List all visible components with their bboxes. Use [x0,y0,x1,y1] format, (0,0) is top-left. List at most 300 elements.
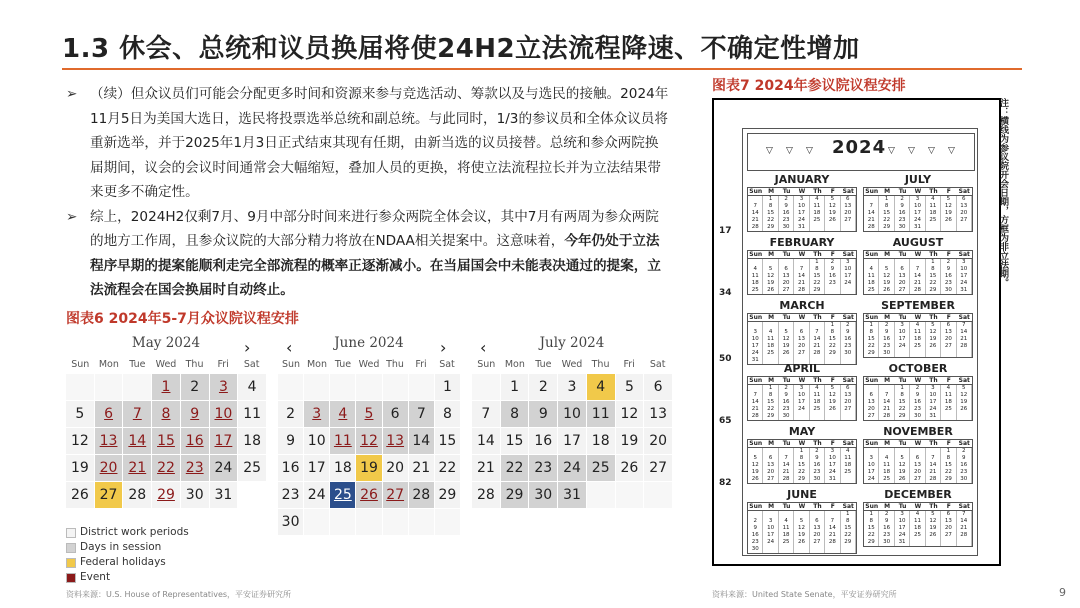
senate-day: 5 [763,266,778,273]
legend-swatch [66,573,76,583]
senate-day: 12 [926,518,941,525]
day-cell: 2 [181,374,209,400]
senate-day: 1 [926,259,941,266]
senate-day [748,322,763,329]
senate-day: 9 [910,392,925,399]
senate-weekday-label: M [768,377,775,384]
senate-day [910,448,925,455]
day-cell [66,374,94,400]
senate-day [794,546,809,553]
senate-day: 24 [864,476,879,483]
senate-day: 24 [926,406,941,413]
senate-day [748,385,763,392]
day-cell: 14 [409,428,434,454]
senate-day: 13 [864,399,879,406]
senate-day-grid [863,448,973,484]
senate-day [895,448,910,455]
month-calendar [472,330,672,508]
senate-weekday-header [863,313,973,322]
senate-day: 27 [910,476,925,483]
chevron-left-icon: ‹ [286,338,293,357]
day-cell: 4 [330,401,355,427]
senate-day: 15 [879,210,894,217]
legend-label: Federal holidays [80,556,166,568]
senate-day: 29 [864,350,879,357]
day-cell: 23 [529,455,557,481]
day-cell: 27 [95,482,123,508]
day-cell: 19 [66,455,94,481]
senate-day [779,259,794,266]
senate-day: 23 [957,469,972,476]
senate-day: 25 [910,343,925,350]
senate-day: 5 [941,196,956,203]
day-cell: 19 [356,455,381,481]
senate-day: 27 [864,413,879,420]
legend-item-holiday [66,555,189,570]
senate-month-name: SEPTEMBER [881,299,955,312]
weekday-label: Tue [535,359,552,370]
senate-day: 8 [810,266,825,273]
day-cell: 20 [383,455,408,481]
senate-month [747,425,857,484]
day-cell: 22 [501,455,529,481]
senate-day: 1 [864,511,879,518]
legend-swatch [66,558,76,568]
senate-day [810,413,825,420]
senate-day: 30 [879,350,894,357]
senate-day [810,546,825,553]
figure6-title: 图表6 2024年5-7月众议院议程安排 [66,311,299,327]
day-cell: 25 [238,455,266,481]
senate-day: 16 [879,336,894,343]
senate-day: 24 [794,406,809,413]
senate-weekday-label: Sun [865,251,879,258]
senate-day [779,322,794,329]
senate-weekday-header [747,250,857,259]
senate-day: 31 [926,413,941,420]
senate-day: 7 [794,266,809,273]
senate-day: 11 [941,392,956,399]
senate-day: 12 [794,525,809,532]
senate-day [879,259,894,266]
weekday-label: Sat [439,359,455,370]
senate-day: 19 [763,280,778,287]
day-cell [95,374,123,400]
day-cell: 20 [95,455,123,481]
day-cell [383,374,408,400]
senate-day: 29 [926,287,941,294]
senate-day: 13 [910,462,925,469]
senate-day: 24 [825,469,840,476]
senate-day: 17 [926,399,941,406]
senate-day: 18 [841,462,856,469]
senate-day: 15 [763,210,778,217]
day-cell [644,482,672,508]
day-cell: 17 [210,428,238,454]
senate-day: 16 [957,462,972,469]
senate-day: 15 [895,399,910,406]
senate-weekday-label: Sat [958,188,970,195]
senate-day [779,448,794,455]
senate-weekday-label: M [768,188,775,195]
weekday-label: Wed [561,359,583,370]
senate-day: 19 [825,399,840,406]
bullet-item [66,82,672,205]
senate-day [825,511,840,518]
senate-day [810,322,825,329]
day-cell: 6 [95,401,123,427]
senate-day: 21 [825,532,840,539]
senate-month-name: APRIL [783,362,821,375]
senate-weekday-label: F [830,314,835,321]
senate-day: 2 [810,448,825,455]
senate-day: 6 [779,266,794,273]
senate-day: 21 [748,217,763,224]
day-cell [409,509,434,535]
senate-day: 16 [779,210,794,217]
senate-day: 20 [810,532,825,539]
senate-weekday-label: F [830,503,835,510]
day-cell: 27 [644,455,672,481]
month-name: June 2024 [334,335,404,351]
senate-day: 19 [941,210,956,217]
senate-day: 16 [810,462,825,469]
senate-day: 5 [779,329,794,336]
senate-day [779,511,794,518]
day-cell: 7 [472,401,500,427]
senate-day [825,287,840,294]
senate-day: 5 [748,455,763,462]
bullet-arrow-icon: ➢ [66,86,78,102]
senate-weekday-label: Sat [958,377,970,384]
weekday-label: Thu [185,359,204,370]
senate-weekday-label: W [798,440,806,447]
weekday-label: Mon [98,359,119,370]
senate-weekday-label: W [914,440,922,447]
legend-swatch [66,528,76,538]
day-cell: 26 [356,482,381,508]
senate-day: 9 [779,392,794,399]
day-cell: 13 [644,401,672,427]
day-cell: 8 [152,401,180,427]
senate-day: 19 [794,532,809,539]
senate-day: 23 [879,343,894,350]
senate-day: 25 [864,287,879,294]
senate-day: 19 [779,343,794,350]
senate-day: 17 [748,343,763,350]
day-cell: 22 [435,455,460,481]
senate-day: 13 [941,329,956,336]
day-cell: 12 [356,428,381,454]
senate-side-number: 34 [719,288,732,298]
day-cell: 13 [95,428,123,454]
senate-day: 17 [763,532,778,539]
bullet-arrow-icon: ➢ [66,208,78,225]
senate-day: 17 [895,336,910,343]
senate-day: 29 [879,224,894,231]
senate-weekday-label: Th [929,503,938,510]
senate-weekday-label: F [946,440,951,447]
senate-weekday-label: M [884,251,891,258]
senate-day: 22 [879,217,894,224]
day-cell: 18 [587,428,615,454]
senate-day: 13 [779,273,794,280]
senate-day: 8 [895,392,910,399]
legend-label: District work periods [80,526,189,538]
senate-day: 1 [841,511,856,518]
day-cell: 23 [278,482,303,508]
senate-day: 20 [957,210,972,217]
day-cell: 5 [66,401,94,427]
senate-weekday-label: M [884,440,891,447]
senate-weekday-label: Th [929,377,938,384]
day-grid [66,374,266,508]
day-cell: 21 [123,455,151,481]
senate-day: 20 [841,210,856,217]
senate-day: 31 [910,224,925,231]
day-cell: 20 [644,428,672,454]
senate-day: 10 [895,329,910,336]
day-cell: 17 [304,455,329,481]
bullet-text: 综上，2024H2仅剩7月、9月中部分时间来进行参众两院全体会议，其中7月有两周为参众两院的地方工作周，且参众议院的大部分精力将放在NDAA相关提案中。这意味着， [90,208,659,249]
senate-weekday-label: F [830,440,835,447]
senate-day: 24 [910,217,925,224]
senate-weekday-label: Sat [842,503,854,510]
day-cell: 25 [587,455,615,481]
senate-day: 6 [794,329,809,336]
senate-day: 18 [864,280,879,287]
weekday-label: Sun [477,359,496,370]
senate-day: 26 [763,287,778,294]
senate-weekday-header [863,439,973,448]
senate-weekday-label: Sun [865,188,879,195]
senate-weekday-header [747,187,857,196]
senate-day: 8 [879,203,894,210]
weekday-header [278,356,460,374]
senate-weekday-label: Th [929,314,938,321]
senate-day: 18 [910,525,925,532]
weekday-label: Thu [591,359,610,370]
senate-side-number: 17 [719,226,732,236]
senate-day [895,259,910,266]
senate-day: 25 [779,539,794,546]
senate-day: 18 [926,210,941,217]
senate-day [763,448,778,455]
senate-weekday-label: Sun [865,440,879,447]
day-cell: 27 [383,482,408,508]
day-cell [472,374,500,400]
senate-day: 29 [941,476,956,483]
senate-day: 18 [763,343,778,350]
senate-day: 16 [910,399,925,406]
senate-day: 23 [841,343,856,350]
senate-day: 16 [895,210,910,217]
senate-day: 14 [957,329,972,336]
senate-weekday-label: Sat [958,314,970,321]
senate-day: 29 [864,539,879,546]
senate-day: 11 [910,329,925,336]
senate-weekday-label: Tu [782,503,791,510]
figure7-note: 注：横线为参议院开会日期，方框为非立法期。 [998,98,1008,287]
senate-weekday-label: W [914,314,922,321]
senate-day: 30 [879,539,894,546]
senate-day: 27 [957,217,972,224]
senate-day-grid [863,259,973,295]
senate-day: 7 [810,329,825,336]
senate-weekday-label: M [884,188,891,195]
senate-weekday-header [863,250,973,259]
senate-weekday-label: Sat [842,440,854,447]
senate-day [941,224,956,231]
senate-weekday-label: Th [813,251,822,258]
day-cell: 24 [210,455,238,481]
senate-day: 23 [779,406,794,413]
senate-day: 8 [864,329,879,336]
senate-day: 3 [748,329,763,336]
senate-day: 4 [810,385,825,392]
senate-day [864,259,879,266]
senate-day: 30 [748,546,763,553]
figure7-title: 图表7 2024年参议院议程安排 [712,78,906,94]
senate-weekday-label: W [914,377,922,384]
day-cell: 9 [181,401,209,427]
day-cell: 30 [278,509,303,535]
senate-day: 13 [810,525,825,532]
senate-day: 17 [841,273,856,280]
day-cell [435,509,460,535]
senate-day: 30 [957,476,972,483]
senate-weekday-label: Th [813,314,822,321]
senate-day: 29 [763,413,778,420]
day-grid [472,374,672,508]
senate-day: 9 [879,518,894,525]
senate-month [747,488,857,554]
senate-weekday-header [747,313,857,322]
day-cell: 29 [152,482,180,508]
senate-weekday-label: W [914,251,922,258]
senate-day: 9 [779,203,794,210]
senate-weekday-label: Sun [865,377,879,384]
senate-day: 13 [895,273,910,280]
senate-day: 15 [810,273,825,280]
senate-day: 25 [841,469,856,476]
senate-day: 17 [957,273,972,280]
senate-day: 22 [794,469,809,476]
senate-day: 1 [763,385,778,392]
senate-day: 30 [810,476,825,483]
senate-day: 2 [941,259,956,266]
senate-day [841,224,856,231]
senate-day: 24 [794,217,809,224]
senate-day: 21 [879,406,894,413]
senate-day [941,350,956,357]
weekday-label: Sat [649,359,666,370]
senate-day: 10 [841,266,856,273]
day-cell: 15 [501,428,529,454]
senate-day: 4 [910,322,925,329]
day-cell: 31 [210,482,238,508]
senate-day: 6 [763,455,778,462]
senate-day: 18 [941,399,956,406]
senate-day: 26 [879,287,894,294]
senate-weekday-label: F [946,377,951,384]
senate-day: 10 [748,336,763,343]
day-cell [123,374,151,400]
senate-day: 8 [794,455,809,462]
senate-day: 11 [810,203,825,210]
weekday-label: Mon [306,359,328,370]
senate-day: 26 [779,350,794,357]
legend-item-session [66,540,189,555]
senate-day: 22 [941,469,956,476]
senate-day: 9 [810,455,825,462]
senate-day: 12 [825,392,840,399]
senate-day: 11 [910,518,925,525]
day-cell: 12 [616,401,644,427]
senate-day: 16 [825,273,840,280]
senate-day: 2 [825,259,840,266]
senate-day: 28 [825,539,840,546]
senate-calendar [712,98,1001,566]
senate-day: 21 [810,343,825,350]
senate-day-grid [747,511,857,554]
senate-day: 8 [864,518,879,525]
day-cell: 8 [501,401,529,427]
senate-day: 23 [779,217,794,224]
senate-day-grid [863,385,973,421]
senate-day: 19 [957,399,972,406]
senate-day: 15 [864,336,879,343]
title-divider [62,68,1022,70]
day-cell: 21 [409,455,434,481]
senate-weekday-label: Tu [782,440,791,447]
legend-swatch [66,543,76,553]
senate-day: 16 [841,336,856,343]
senate-day: 21 [748,406,763,413]
day-cell: 6 [644,374,672,400]
senate-day: 29 [810,287,825,294]
senate-day: 1 [895,385,910,392]
senate-day: 5 [879,266,894,273]
legend-item-event [66,570,189,585]
senate-weekday-header [863,187,973,196]
month-calendar [66,330,266,508]
senate-day: 18 [810,399,825,406]
senate-day: 27 [941,343,956,350]
triangle-icon: ▽ [806,146,813,156]
bullet-list [66,82,672,303]
senate-day: 9 [957,455,972,462]
senate-day: 5 [926,511,941,518]
senate-day: 12 [957,392,972,399]
day-cell [587,482,615,508]
senate-day: 23 [748,539,763,546]
senate-day: 17 [825,462,840,469]
senate-day: 7 [957,511,972,518]
senate-weekday-label: Tu [782,314,791,321]
senate-day: 3 [794,385,809,392]
senate-day: 15 [941,462,956,469]
day-cell [304,374,329,400]
senate-day [841,546,856,553]
calendar-legend [66,525,189,585]
senate-day [748,511,763,518]
triangle-icon: ▽ [766,146,773,156]
senate-day: 12 [825,203,840,210]
senate-day: 8 [926,266,941,273]
senate-month-name: DECEMBER [884,488,952,501]
senate-weekday-label: W [914,188,922,195]
